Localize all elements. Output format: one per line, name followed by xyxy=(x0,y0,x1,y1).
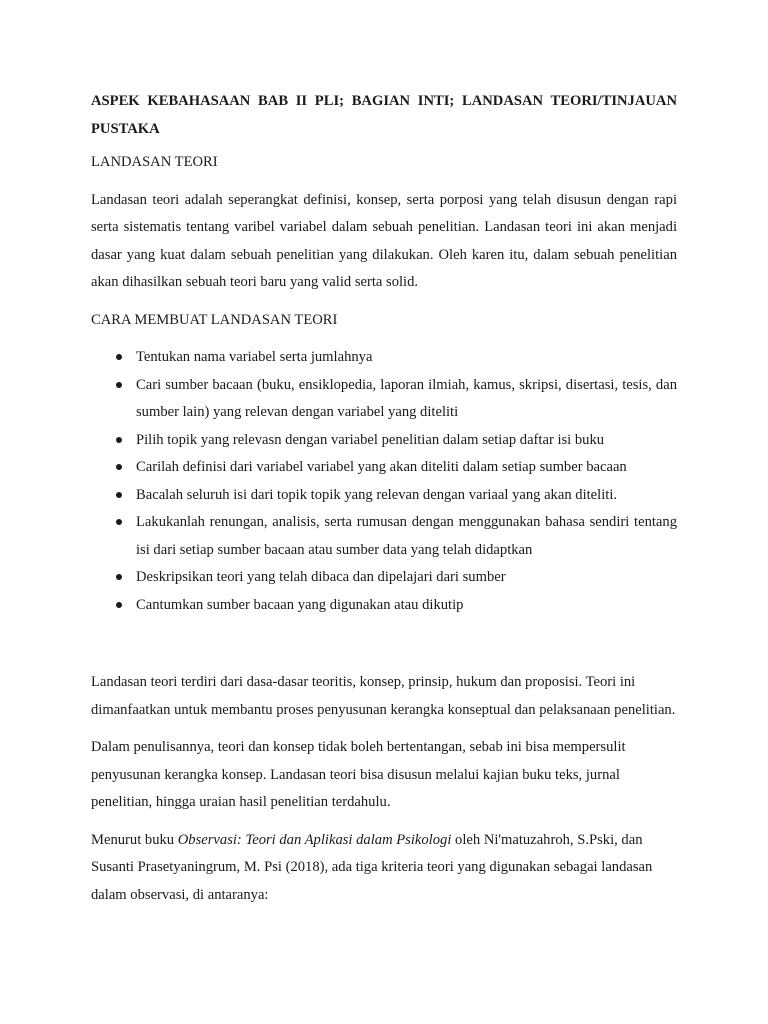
bullet-icon xyxy=(116,382,122,388)
list-item-text: Deskripsikan teori yang telah dibaca dan dipelajari dari sumber xyxy=(136,569,506,585)
paragraph-components: Landasan teori terdiri dari dasa-dasar teoritis, konsep, prinsip, hukum dan proposisi. Teori ini dimanfaatkan untuk membantu proses penyusunan kerangka konseptual dan pelaksanaan penelitian. xyxy=(91,674,676,718)
list-item-text: Carilah definisi dari variabel variabel yang akan diteliti dalam setiap sumber bacaan xyxy=(136,459,627,475)
bullet-icon xyxy=(116,464,122,470)
list-item xyxy=(91,454,677,482)
steps-list xyxy=(91,344,677,619)
list-item xyxy=(91,344,677,372)
book-title: Observasi: Teori dan Aplikasi dalam Psikologi xyxy=(177,831,452,848)
list-item-text: Pilih topik yang relevasn dengan variabel penelitian dalam setiap daftar isi buku xyxy=(136,431,605,448)
list-item-text: Cari sumber bacaan (buku, ensiklopedia, laporan ilmiah, kamus, skripsi, disertasi, tesis, dan sumber lain) yang relevan dengan variabel yang diteliti xyxy=(136,376,677,420)
paragraph-criteria-prefix: Menurut buku xyxy=(91,831,178,848)
section-heading-cara-membuat: CARA MEMBUAT LANDASAN TEORI xyxy=(91,311,338,328)
document-title: ASPEK KEBAHASAAN BAB II PLI; BAGIAN INTI; LANDASAN TEORI/TINJAUAN PUSTAKA xyxy=(91,93,677,137)
bullet-icon xyxy=(116,492,122,498)
list-item-text: Tentukan nama variabel serta jumlahnya xyxy=(136,349,373,365)
paragraph-definition: Landasan teori adalah seperangkat definisi, konsep, serta porposi yang telah disusun dengan rapi serta sistematis tentang varibel variabel dalam sebuah penelitian. Landasan teori ini akan menjadi dasar yang kuat dalam sebuah penelitian yang dilakukan. Oleh karen itu, dalam sebuah penelitian akan dihasilkan sebuah teori baru yang valid serta solid. xyxy=(91,191,677,290)
list-item-text: Cantumkan sumber bacaan yang digunakan atau dikutip xyxy=(136,596,464,613)
list-item xyxy=(91,482,677,510)
list-item xyxy=(91,592,677,620)
paragraph-criteria xyxy=(91,827,677,910)
list-item xyxy=(91,427,677,455)
list-item-text: Bacalah seluruh isi dari topik topik yang relevan dengan variaal yang akan diteliti. xyxy=(136,486,618,503)
list-item-text: Lakukanlah renungan, analisis, serta rumusan dengan menggunakan bahasa sendiri tentang isi dari setiap sumber bacaan atau sumber data yang telah didaptkan xyxy=(136,514,677,558)
section-heading-landasan-teori: LANDASAN TEORI xyxy=(91,154,218,170)
blank-line xyxy=(91,619,677,669)
bullet-icon xyxy=(116,437,122,443)
document-page xyxy=(91,88,677,919)
paragraph-criteria-suffix: oleh Ni'matuzahroh, S.Pski, dan Susanti Prasetyaningrum, M. Psi (2018), ada tiga kriteria teori yang digunakan sebagai landasan dalam observasi, di antaranya: xyxy=(91,831,653,903)
paragraph-writing: Dalam penulisannya, teori dan konsep tidak boleh bertentangan, sebab ini bisa mempersulit penyusunan kerangka konsep. Landasan teori bisa disusun melalui kajian buku teks, jurnal penelitian, hingga uraian hasil penelitian terdahulu. xyxy=(91,739,626,810)
bullet-icon xyxy=(116,602,122,608)
bullet-icon xyxy=(116,519,122,525)
bullet-icon xyxy=(116,354,122,360)
list-item xyxy=(91,564,677,592)
list-item xyxy=(91,509,677,564)
bullet-icon xyxy=(116,574,122,580)
list-item xyxy=(91,372,677,427)
